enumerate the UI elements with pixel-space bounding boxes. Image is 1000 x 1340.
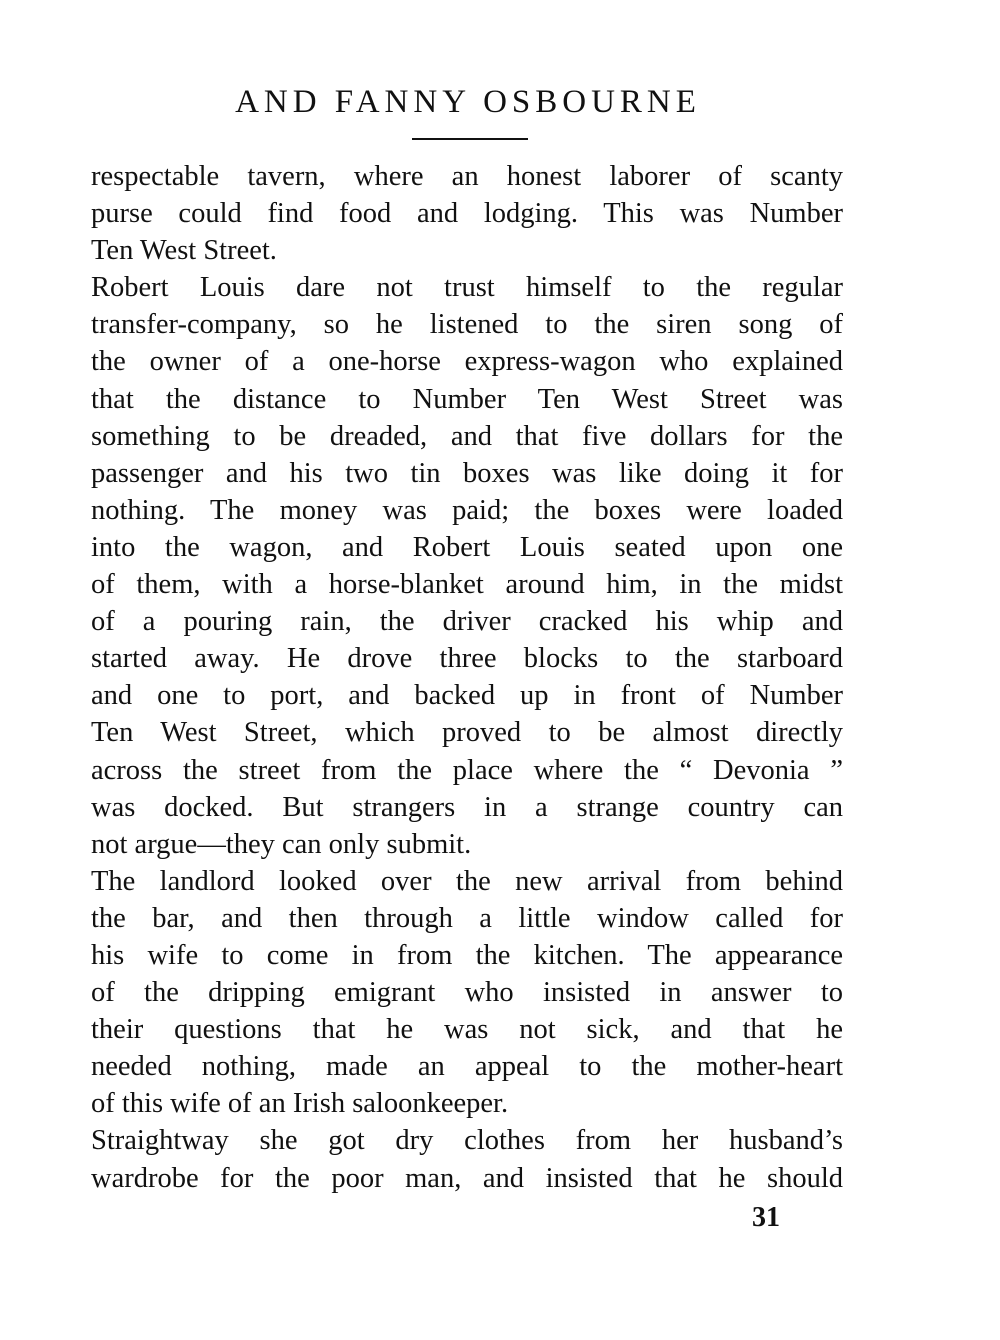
text-line: something to be dreaded, and that five dollars for the	[91, 420, 843, 452]
text-line: was docked. But strangers in a strange country can	[91, 791, 843, 823]
text-line: of the dripping emigrant who insisted in answer to	[91, 977, 843, 1009]
text-line: Ten West Street.	[91, 235, 277, 267]
page-number: 31	[752, 1202, 780, 1233]
text-line: started away. He drove three blocks to the starboard	[91, 643, 843, 675]
text-line: Straightway she got dry clothes from her husband’s	[91, 1125, 843, 1157]
text-line: The landlord looked over the new arrival from behind	[91, 865, 843, 897]
text-line: not argue—they can only submit.	[91, 828, 472, 860]
text-line: and one to port, and backed up in front of Number	[91, 680, 843, 712]
text-line: the bar, and then through a little window called for	[91, 902, 843, 934]
text-line: wardrobe for the poor man, and insisted that he should	[91, 1162, 843, 1194]
text-line: nothing. The money was paid; the boxes were loaded	[91, 494, 843, 526]
text-line: of this wife of an Irish saloonkeeper.	[91, 1088, 509, 1120]
text-line: respectable tavern, where an honest laborer of scanty	[91, 161, 843, 192]
text-line: passenger and his two tin boxes was like doing it for	[91, 457, 843, 489]
text-line: the owner of a one-horse express-wagon who explained	[91, 346, 843, 378]
text-line: into the wagon, and Robert Louis seated upon one	[91, 531, 843, 563]
running-head: AND FANNY OSBOURNE	[235, 84, 701, 120]
text-line: that the distance to Number Ten West Street was	[91, 383, 843, 415]
text-line: across the street from the place where the “ Devonia ”	[91, 754, 843, 786]
text-line: Robert Louis dare not trust himself to the regular	[91, 272, 843, 304]
text-line: of a pouring rain, the driver cracked his whip and	[91, 606, 843, 638]
text-line: their questions that he was not sick, and that he	[91, 1014, 843, 1046]
text-line: purse could find food and lodging. This was Number	[91, 198, 843, 230]
text-line: transfer-company, so he listened to the siren song of	[91, 309, 843, 341]
body-text	[91, 158, 843, 1197]
text-line: of them, with a horse-blanket around him, in the midst	[91, 569, 843, 601]
text-line: Ten West Street, which proved to be almost directly	[91, 717, 843, 749]
text-line: his wife to come in from the kitchen. The appearance	[91, 939, 843, 971]
text-line: needed nothing, made an appeal to the mother-heart	[91, 1051, 843, 1083]
header-rule	[412, 138, 528, 140]
